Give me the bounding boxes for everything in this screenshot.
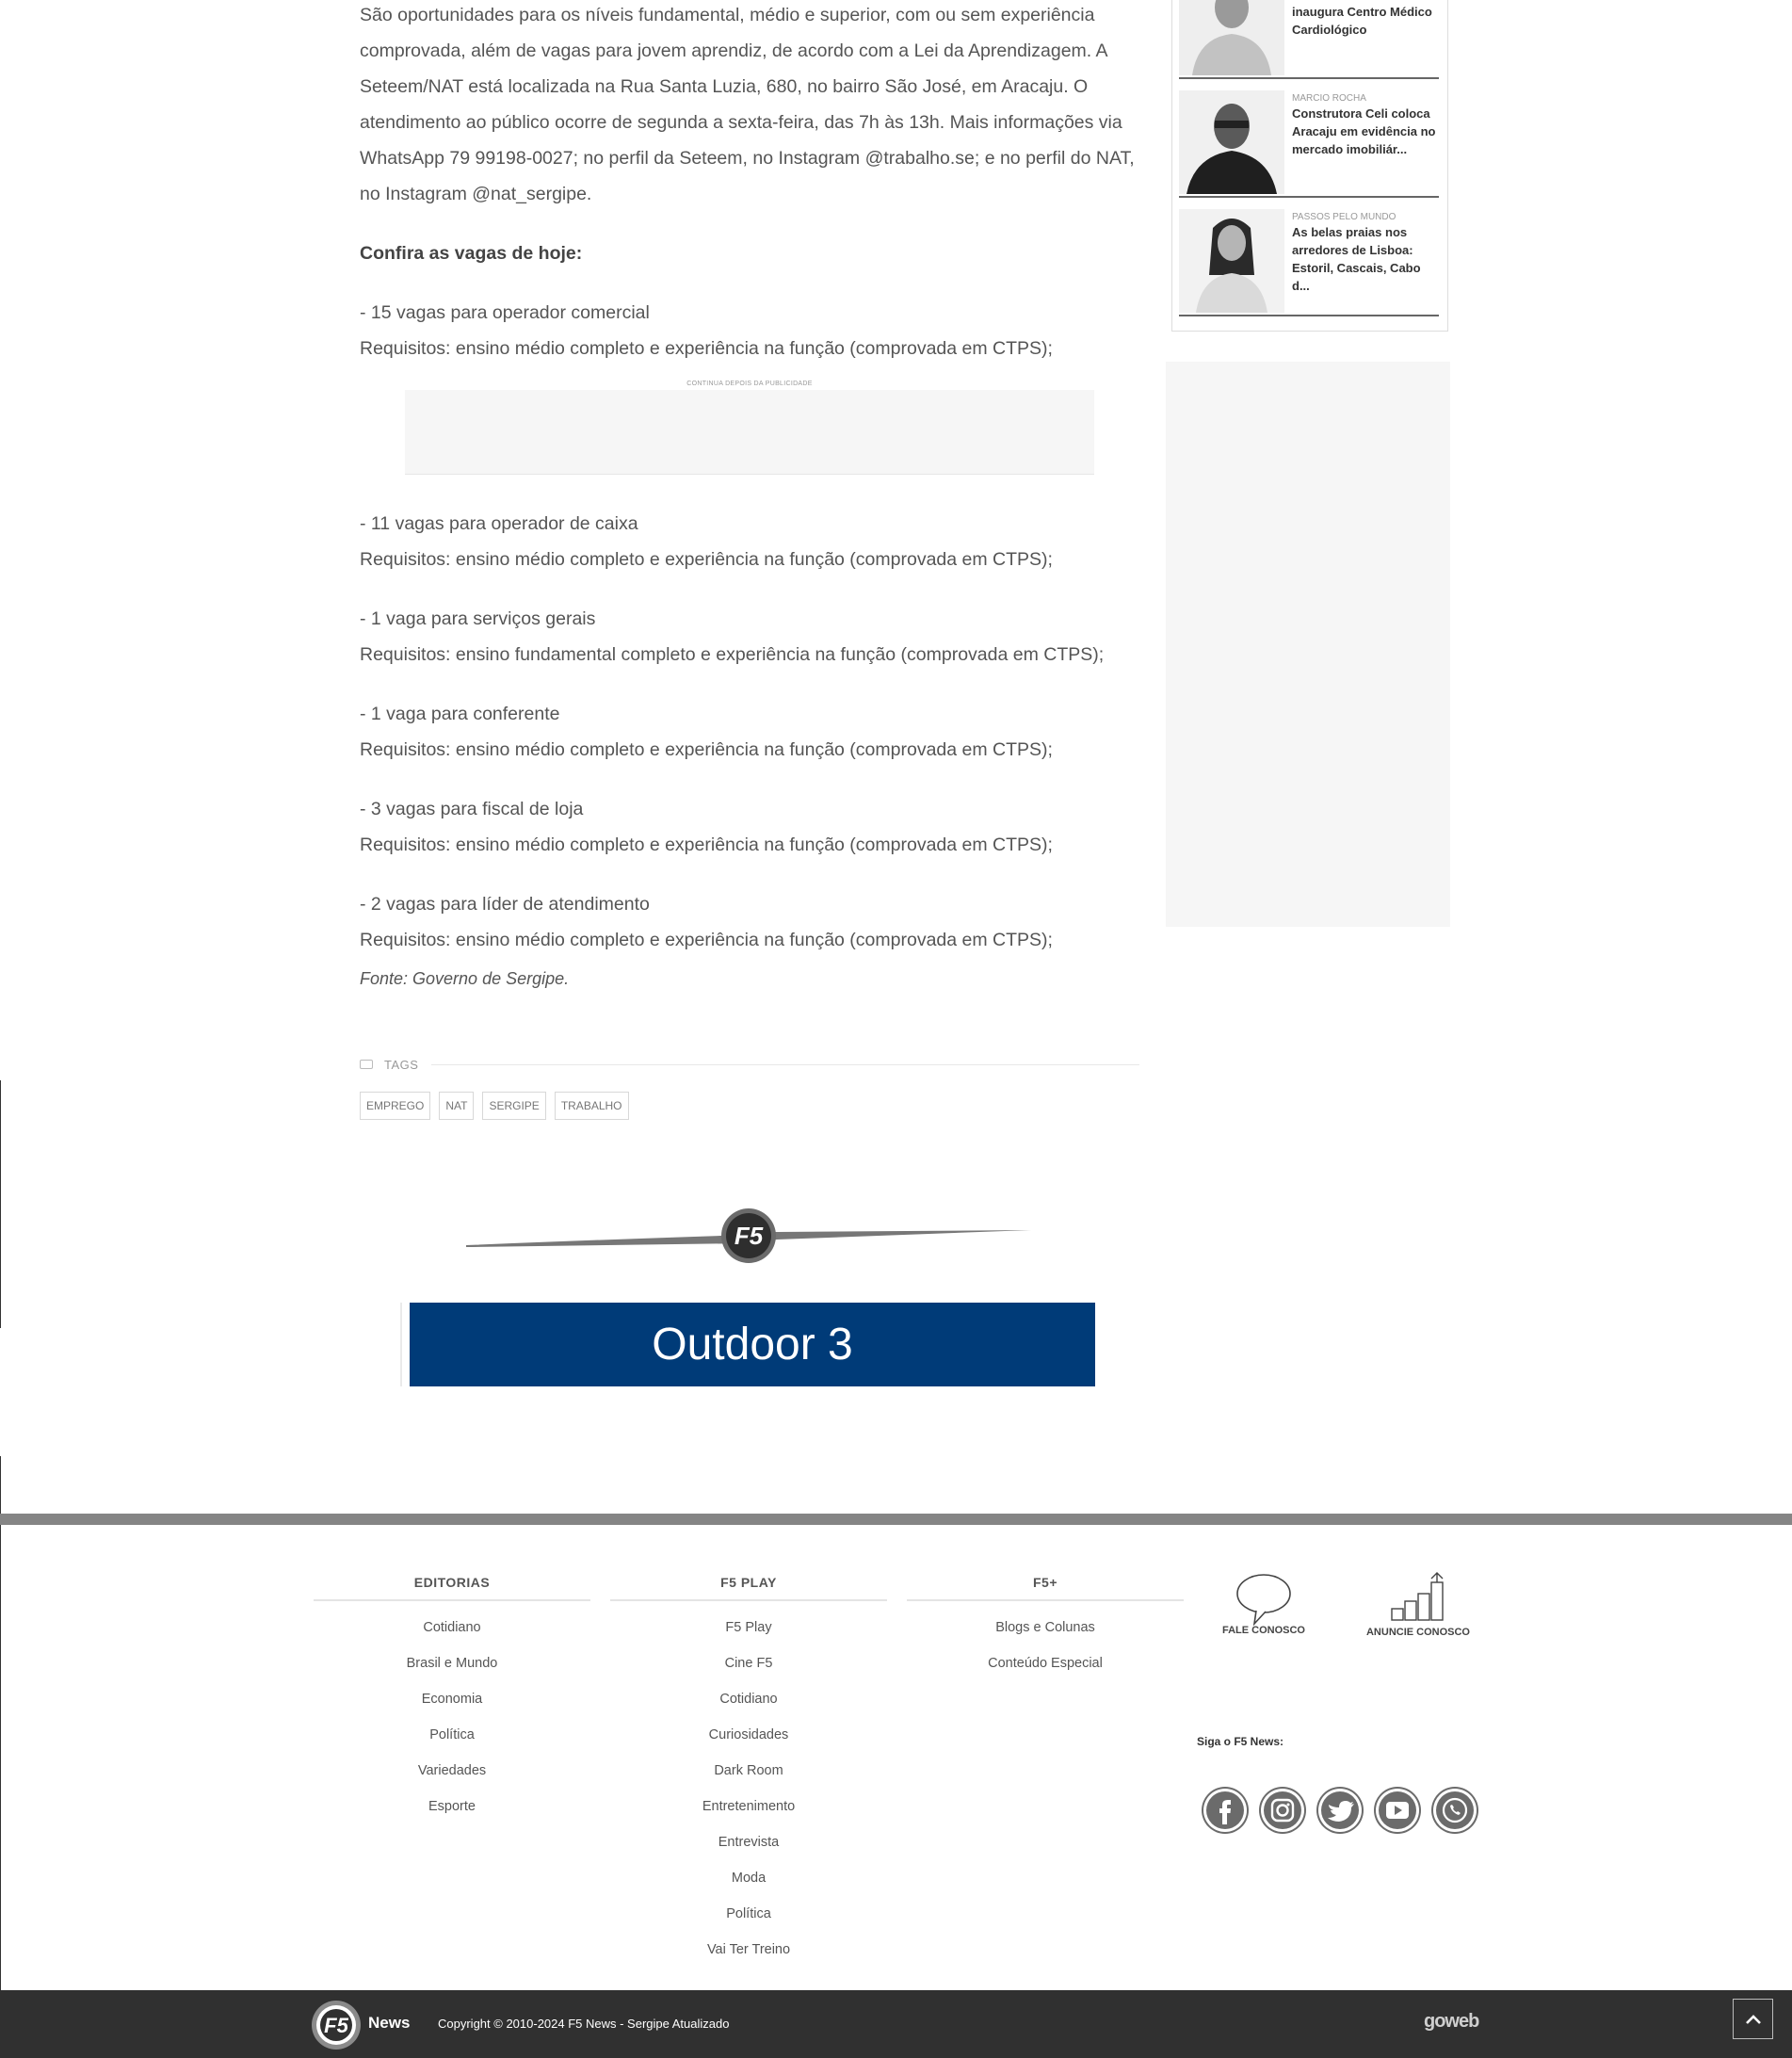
twitter-icon[interactable] (1316, 1787, 1364, 1834)
left-edge-line (0, 1080, 1, 1328)
vaga-item (360, 696, 1139, 768)
vaga-requirements: Requisitos: ensino médio completo e experiência na função (comprovada em CTPS); (360, 930, 1053, 950)
inline-ad[interactable] (405, 390, 1094, 475)
tag-icon (360, 1060, 373, 1069)
sidebar-ad[interactable] (1166, 362, 1450, 927)
footer-link[interactable]: Cotidiano (423, 1620, 481, 1635)
sidebar-item-title: inaugura Centro Médico Cardiológico (1292, 5, 1432, 37)
vaga-requirements: Requisitos: ensino fundamental completo e experiência na função (comprovada em CTPS); (360, 644, 1105, 665)
tags-header (360, 1055, 1139, 1074)
vaga-item (360, 506, 1139, 577)
sidebar-item[interactable] (1179, 0, 1439, 79)
back-to-top-button[interactable] (1733, 1999, 1773, 2039)
footer-column-editorias (314, 1575, 590, 1824)
whatsapp-icon[interactable] (1431, 1787, 1478, 1834)
footer-top-bar (0, 1514, 1792, 1525)
vaga-title: - 3 vagas para fiscal de loja (360, 799, 584, 819)
vaga-title: - 1 vaga para serviços gerais (360, 608, 596, 629)
vaga-title: - 2 vagas para líder de atendimento (360, 894, 650, 915)
footer-link[interactable]: Brasil e Mundo (406, 1656, 498, 1671)
sidebar-item[interactable] (1179, 90, 1439, 198)
vaga-item (360, 601, 1139, 672)
sidebar-item-category: MARCIO ROCHA (1292, 93, 1366, 104)
anuncie-conosco-label: ANUNCIE CONOSCO (1365, 1627, 1470, 1638)
social-links (1202, 1787, 1478, 1834)
tag-list (360, 1092, 629, 1120)
facebook-icon[interactable] (1202, 1787, 1249, 1834)
vaga-item (360, 886, 1139, 958)
instagram-icon[interactable] (1259, 1787, 1306, 1834)
footer-column-f5play (610, 1575, 887, 1968)
footer-column-title: F5+ (907, 1575, 1184, 1601)
vaga-item (360, 791, 1139, 863)
sidebar-item-category: PASSOS PELO MUNDO (1292, 212, 1396, 222)
article-subheading: Confira as vagas de hoje: (360, 243, 583, 264)
sidebar-thumbnail (1179, 90, 1284, 194)
footer-link[interactable]: Conteúdo Especial (988, 1656, 1103, 1671)
outdoor-banner-text: Outdoor 3 (652, 1320, 853, 1369)
banner-edge (400, 1303, 402, 1386)
sidebar-item-title: Construtora Celi coloca Aracaju em evidência no mercado imobiliár... (1292, 106, 1436, 156)
f5-news-logo[interactable] (308, 1999, 366, 2051)
ad-label: CONTINUA DEPOIS DA PUBLICIDADE (686, 381, 813, 387)
f5-news-logo-text: F5 (324, 2014, 348, 2037)
fale-conosco-label: FALE CONOSCO (1221, 1625, 1305, 1636)
tag-chip[interactable]: NAT (439, 1092, 474, 1120)
brand-news-label: News (368, 2014, 411, 2032)
vaga-requirements: Requisitos: ensino médio completo e experiência na função (comprovada em CTPS); (360, 739, 1053, 760)
footer-link[interactable]: Curiosidades (708, 1727, 789, 1742)
f5-divider-logo (466, 1206, 1031, 1266)
vaga-title: - 11 vagas para operador de caixa (360, 513, 638, 534)
vaga-title: - 15 vagas para operador comercial (360, 302, 650, 323)
footer-column-title: EDITORIAS (314, 1575, 590, 1601)
tag-chip[interactable]: SERGIPE (482, 1092, 545, 1120)
vaga-requirements: Requisitos: ensino médio completo e experiência na função (comprovada em CTPS); (360, 338, 1053, 359)
youtube-icon[interactable] (1374, 1787, 1421, 1834)
vaga-item (360, 295, 1139, 366)
copyright-text: Copyright © 2010-2024 F5 News - Sergipe Atualizado (438, 2017, 730, 2031)
footer-link[interactable]: Economia (421, 1692, 483, 1707)
tags-divider (431, 1064, 1139, 1065)
tags-label: TAGS (384, 1057, 419, 1072)
outdoor-banner[interactable] (410, 1303, 1095, 1386)
chevron-up-icon (1745, 2014, 1762, 2025)
footer-link[interactable]: Cotidiano (719, 1692, 778, 1707)
fale-conosco-link[interactable] (1220, 1571, 1307, 1636)
tag-chip[interactable]: EMPREGO (360, 1092, 430, 1120)
sidebar-item-title: As belas praias nos arredores de Lisboa: Estoril, Cascais, Cabo d... (1292, 225, 1421, 293)
vaga-title: - 1 vaga para conferente (360, 704, 560, 724)
footer-link[interactable]: Entretenimento (702, 1799, 796, 1814)
footer-link[interactable]: Cine F5 (724, 1656, 773, 1671)
goweb-logo[interactable]: goweb (1424, 2011, 1479, 2032)
anuncie-conosco-link[interactable] (1362, 1571, 1475, 1638)
footer-link[interactable]: Moda (731, 1871, 767, 1886)
footer-bottom-bar (0, 1990, 1792, 2058)
footer-link[interactable]: F5 Play (725, 1620, 772, 1635)
article-source: Fonte: Governo de Sergipe. (360, 969, 570, 988)
footer-link[interactable]: Esporte (428, 1799, 476, 1814)
footer-link[interactable]: Política (429, 1727, 475, 1742)
footer-link[interactable]: Blogs e Colunas (995, 1620, 1095, 1635)
footer-column-f5plus (907, 1575, 1184, 1681)
sidebar-item[interactable] (1179, 209, 1439, 316)
vaga-requirements: Requisitos: ensino médio completo e experiência na função (comprovada em CTPS); (360, 549, 1053, 570)
social-heading: Siga o F5 News: (1197, 1735, 1284, 1748)
footer-link[interactable]: Dark Room (714, 1763, 783, 1778)
footer-link[interactable]: Variedades (417, 1763, 487, 1778)
footer-column-title: F5 PLAY (610, 1575, 887, 1601)
divider-logo-text: F5 (734, 1222, 764, 1250)
speech-bubble-icon (1234, 1571, 1294, 1628)
footer-link[interactable]: Política (726, 1906, 771, 1921)
growth-chart-icon (1380, 1571, 1456, 1624)
tag-chip[interactable]: TRABALHO (555, 1092, 629, 1120)
footer-link[interactable]: Entrevista (718, 1835, 780, 1850)
sidebar-thumbnail (1179, 0, 1284, 75)
vaga-requirements: Requisitos: ensino médio completo e experiência na função (comprovada em CTPS); (360, 835, 1053, 855)
footer-link[interactable]: Vai Ter Treino (706, 1942, 791, 1957)
left-edge-line (0, 1456, 1, 1993)
article-body (360, 0, 1139, 989)
sidebar-thumbnail (1179, 209, 1284, 313)
article-paragraph: São oportunidades para os níveis fundamental, médio e superior, com ou sem experiência comprovada, além de vagas para jovem aprendiz, de acordo com a Lei da Aprendizagem. A Seteem/NAT está localizada na Rua Santa Luzia, 680, no bairro São José, em Aracaju. O atendimento ao público ocorre de segunda a sexta-feira, das 7h às 13h. Mais informações via WhatsApp 79 99198-0027; no perfil da Seteem, no Instagram @trabalho.se; e no perfil do NAT, no Instagram @nat_sergipe. (360, 5, 1135, 204)
